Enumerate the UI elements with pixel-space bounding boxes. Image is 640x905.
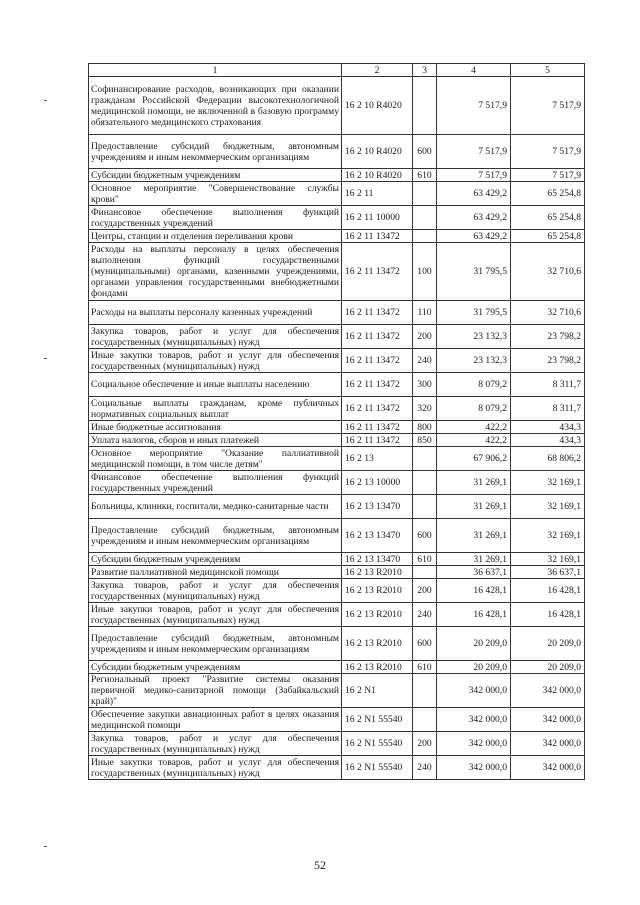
row-name-cell: Центры, станции и отделения переливания крови	[89, 230, 342, 243]
table-row	[89, 471, 585, 495]
row-name-cell: Финансовое обеспечение выполнения функций государственных учреждений	[89, 206, 342, 230]
row-value-2021-cell: 32 169,1	[511, 519, 585, 553]
row-name-cell: Субсидии бюджетным учреждениям	[89, 553, 342, 566]
row-value-2020-cell: 16 428,1	[437, 579, 511, 603]
row-value-2020-cell: 20 209,0	[437, 627, 511, 661]
row-type-cell	[413, 566, 437, 579]
row-value-2020-cell: 31 269,1	[437, 471, 511, 495]
row-value-2021-cell: 16 428,1	[511, 579, 585, 603]
row-value-2020-cell: 7 517,9	[437, 77, 511, 135]
row-name-cell: Уплата налогов, сборов и иных платежей	[89, 434, 342, 447]
budget-table	[88, 63, 585, 780]
table-row	[89, 230, 585, 243]
table-row	[89, 169, 585, 182]
row-code-cell: 16 2 11 13472	[342, 373, 413, 397]
row-name-cell: Финансовое обеспечение выполнения функций государственных учреждений	[89, 471, 342, 495]
row-type-cell: 240	[413, 349, 437, 373]
row-name-cell: Закупка товаров, работ и услуг для обеспечения государственных (муниципальных) нужд	[89, 732, 342, 756]
row-value-2020-cell: 23 132,3	[437, 349, 511, 373]
row-code-cell: 16 2 10 R4020	[342, 135, 413, 169]
row-code-cell: 16 2 13 R2010	[342, 627, 413, 661]
row-value-2021-cell: 342 000,0	[511, 674, 585, 708]
row-value-2020-cell: 31 269,1	[437, 495, 511, 519]
row-name-cell: Основное мероприятие "Совершенствование службы крови"	[89, 182, 342, 206]
table-row	[89, 732, 585, 756]
row-code-cell: 16 2 N1	[342, 674, 413, 708]
table-row	[89, 579, 585, 603]
row-value-2020-cell: 23 132,3	[437, 325, 511, 349]
row-value-2021-cell: 7 517,9	[511, 77, 585, 135]
table-row	[89, 373, 585, 397]
row-type-cell: 200	[413, 325, 437, 349]
row-type-cell	[413, 77, 437, 135]
row-value-2020-cell: 63 429,2	[437, 182, 511, 206]
row-value-2021-cell: 32 710,6	[511, 243, 585, 301]
row-name-cell: Расходы на выплаты персоналу казенных учреждений	[89, 301, 342, 325]
row-code-cell: 16 2 11 13472	[342, 349, 413, 373]
row-value-2020-cell: 36 637,1	[437, 566, 511, 579]
row-value-2021-cell: 16 428,1	[511, 603, 585, 627]
row-value-2020-cell: 8 079,2	[437, 397, 511, 421]
header-col-3: 3	[413, 64, 437, 77]
row-value-2021-cell: 23 798,2	[511, 349, 585, 373]
table-row	[89, 77, 585, 135]
table-row	[89, 553, 585, 566]
table-row	[89, 434, 585, 447]
row-value-2020-cell: 31 795,5	[437, 243, 511, 301]
row-value-2021-cell: 65 254,8	[511, 182, 585, 206]
row-code-cell: 16 2 N1 55540	[342, 732, 413, 756]
row-value-2021-cell: 32 710,6	[511, 301, 585, 325]
row-name-cell: Региональный проект "Развитие системы оказания первичной медико-санитарной помощи (Забайкальский край)"	[89, 674, 342, 708]
row-code-cell: 16 2 13 R2010	[342, 603, 413, 627]
table-row	[89, 495, 585, 519]
row-value-2020-cell: 7 517,9	[437, 169, 511, 182]
row-type-cell: 320	[413, 397, 437, 421]
row-name-cell: Иные закупки товаров, работ и услуг для обеспечения государственных (муниципальных) нужд	[89, 349, 342, 373]
table-row	[89, 627, 585, 661]
row-code-cell: 16 2 N1 55540	[342, 756, 413, 780]
row-code-cell: 16 2 N1 55540	[342, 708, 413, 732]
row-value-2020-cell: 16 428,1	[437, 603, 511, 627]
row-code-cell: 16 2 11 13472	[342, 434, 413, 447]
table-row	[89, 421, 585, 434]
row-type-cell	[413, 495, 437, 519]
table-row	[89, 182, 585, 206]
row-type-cell: 610	[413, 553, 437, 566]
row-value-2020-cell: 31 269,1	[437, 553, 511, 566]
row-name-cell: Предоставление субсидий бюджетным, автономным учреждениям и иным некоммерческим организациям	[89, 135, 342, 169]
row-type-cell	[413, 230, 437, 243]
row-code-cell: 16 2 11 13472	[342, 230, 413, 243]
row-value-2020-cell: 67 906,2	[437, 447, 511, 471]
row-value-2021-cell: 7 517,9	[511, 169, 585, 182]
row-code-cell: 16 2 11 13472	[342, 421, 413, 434]
row-value-2021-cell: 36 637,1	[511, 566, 585, 579]
table-row	[89, 397, 585, 421]
table-row	[89, 349, 585, 373]
page-number: 52	[314, 858, 326, 872]
table-row	[89, 301, 585, 325]
table-row	[89, 325, 585, 349]
row-type-cell	[413, 674, 437, 708]
row-code-cell: 16 2 13 R2010	[342, 579, 413, 603]
row-value-2020-cell: 63 429,2	[437, 230, 511, 243]
row-type-cell: 240	[413, 756, 437, 780]
row-value-2021-cell: 65 254,8	[511, 230, 585, 243]
table-row	[89, 206, 585, 230]
table-header-row	[89, 64, 585, 77]
row-type-cell: 610	[413, 169, 437, 182]
row-code-cell: 16 2 13 R2010	[342, 661, 413, 674]
table-row	[89, 674, 585, 708]
row-name-cell: Закупка товаров, работ и услуг для обеспечения государственных (муниципальных) нужд	[89, 325, 342, 349]
row-value-2021-cell: 68 806,2	[511, 447, 585, 471]
row-type-cell: 600	[413, 519, 437, 553]
margin-mark	[44, 100, 47, 101]
row-type-cell: 100	[413, 243, 437, 301]
row-name-cell: Софинансирование расходов, возникающих при оказании гражданам Российской Федерации высокотехнологичной медицинской помощи, не включенной в базовую программу обязательного медицинского страхования	[89, 77, 342, 135]
table-row	[89, 243, 585, 301]
row-value-2020-cell: 31 269,1	[437, 519, 511, 553]
row-code-cell: 16 2 11 13472	[342, 243, 413, 301]
row-type-cell	[413, 471, 437, 495]
row-name-cell: Развитие паллиативной медицинской помощи	[89, 566, 342, 579]
table-row	[89, 756, 585, 780]
row-code-cell: 16 2 11 13472	[342, 325, 413, 349]
row-value-2020-cell: 7 517,9	[437, 135, 511, 169]
row-name-cell: Предоставление субсидий бюджетным, автономным учреждениям и иным некоммерческим организациям	[89, 519, 342, 553]
row-value-2021-cell: 434,3	[511, 434, 585, 447]
row-value-2021-cell: 8 311,7	[511, 397, 585, 421]
row-code-cell: 16 2 13 13470	[342, 519, 413, 553]
row-code-cell: 16 2 13 10000	[342, 471, 413, 495]
row-name-cell: Иные закупки товаров, работ и услуг для обеспечения государственных (муниципальных) нужд	[89, 603, 342, 627]
row-name-cell: Предоставление субсидий бюджетным, автономным учреждениям и иным некоммерческим организациям	[89, 627, 342, 661]
row-name-cell: Больницы, клиники, госпитали, медико-санитарные части	[89, 495, 342, 519]
row-value-2021-cell: 23 798,2	[511, 325, 585, 349]
row-type-cell: 800	[413, 421, 437, 434]
row-value-2021-cell: 32 169,1	[511, 471, 585, 495]
row-value-2020-cell: 342 000,0	[437, 732, 511, 756]
row-value-2021-cell: 7 517,9	[511, 135, 585, 169]
table-row	[89, 708, 585, 732]
row-name-cell: Закупка товаров, работ и услуг для обеспечения государственных (муниципальных) нужд	[89, 579, 342, 603]
row-code-cell: 16 2 11 10000	[342, 206, 413, 230]
row-type-cell: 200	[413, 732, 437, 756]
table-row	[89, 519, 585, 553]
row-code-cell: 16 2 13 13470	[342, 495, 413, 519]
row-type-cell: 850	[413, 434, 437, 447]
row-value-2021-cell: 32 169,1	[511, 495, 585, 519]
row-value-2020-cell: 422,2	[437, 421, 511, 434]
row-type-cell: 600	[413, 627, 437, 661]
row-type-cell	[413, 182, 437, 206]
row-name-cell: Субсидии бюджетным учреждениям	[89, 661, 342, 674]
row-value-2021-cell: 20 209,0	[511, 627, 585, 661]
row-type-cell: 600	[413, 135, 437, 169]
row-value-2021-cell: 32 169,1	[511, 553, 585, 566]
row-value-2020-cell: 342 000,0	[437, 756, 511, 780]
row-code-cell: 16 2 11 13472	[342, 397, 413, 421]
row-name-cell: Социальное обеспечение и иные выплаты населению	[89, 373, 342, 397]
row-value-2021-cell: 342 000,0	[511, 756, 585, 780]
row-name-cell: Расходы на выплаты персоналу в целях обеспечения выполнения функций государственными (муниципальными) органами, казенными учреждениями, органами управления государственными внебюджетными фондами	[89, 243, 342, 301]
row-value-2021-cell: 20 209,0	[511, 661, 585, 674]
table-row	[89, 447, 585, 471]
row-code-cell: 16 2 10 R4020	[342, 77, 413, 135]
row-type-cell	[413, 447, 437, 471]
table-row	[89, 566, 585, 579]
header-col-1: 1	[89, 64, 342, 77]
row-value-2020-cell: 422,2	[437, 434, 511, 447]
row-value-2020-cell: 8 079,2	[437, 373, 511, 397]
row-value-2021-cell: 65 254,8	[511, 206, 585, 230]
table-row	[89, 603, 585, 627]
header-col-4: 4	[437, 64, 511, 77]
margin-mark	[44, 846, 47, 847]
table-row	[89, 135, 585, 169]
row-value-2020-cell: 20 209,0	[437, 661, 511, 674]
row-code-cell: 16 2 11 13472	[342, 301, 413, 325]
margin-mark	[44, 358, 47, 359]
row-code-cell: 16 2 13 R2010	[342, 566, 413, 579]
row-name-cell: Социальные выплаты гражданам, кроме публичных нормативных социальных выплат	[89, 397, 342, 421]
row-code-cell: 16 2 10 R4020	[342, 169, 413, 182]
row-name-cell: Субсидии бюджетным учреждениям	[89, 169, 342, 182]
table-row	[89, 661, 585, 674]
row-value-2021-cell: 342 000,0	[511, 708, 585, 732]
header-col-5: 5	[511, 64, 585, 77]
row-value-2021-cell: 342 000,0	[511, 732, 585, 756]
header-col-2: 2	[342, 64, 413, 77]
row-value-2020-cell: 342 000,0	[437, 674, 511, 708]
row-value-2020-cell: 63 429,2	[437, 206, 511, 230]
row-code-cell: 16 2 13	[342, 447, 413, 471]
row-type-cell	[413, 708, 437, 732]
row-type-cell: 240	[413, 603, 437, 627]
row-code-cell: 16 2 13 13470	[342, 553, 413, 566]
row-name-cell: Иные бюджетные ассигнования	[89, 421, 342, 434]
row-type-cell	[413, 206, 437, 230]
row-type-cell: 110	[413, 301, 437, 325]
row-name-cell: Иные закупки товаров, работ и услуг для обеспечения государственных (муниципальных) нужд	[89, 756, 342, 780]
row-type-cell: 300	[413, 373, 437, 397]
row-type-cell: 610	[413, 661, 437, 674]
row-value-2021-cell: 8 311,7	[511, 373, 585, 397]
row-value-2020-cell: 342 000,0	[437, 708, 511, 732]
row-name-cell: Обеспечение закупки авиационных работ в целях оказания медицинской помощи	[89, 708, 342, 732]
row-value-2021-cell: 434,3	[511, 421, 585, 434]
row-name-cell: Основное мероприятие "Оказание паллиативной медицинской помощи, в том числе детям"	[89, 447, 342, 471]
row-code-cell: 16 2 11	[342, 182, 413, 206]
row-value-2020-cell: 31 795,5	[437, 301, 511, 325]
row-type-cell: 200	[413, 579, 437, 603]
